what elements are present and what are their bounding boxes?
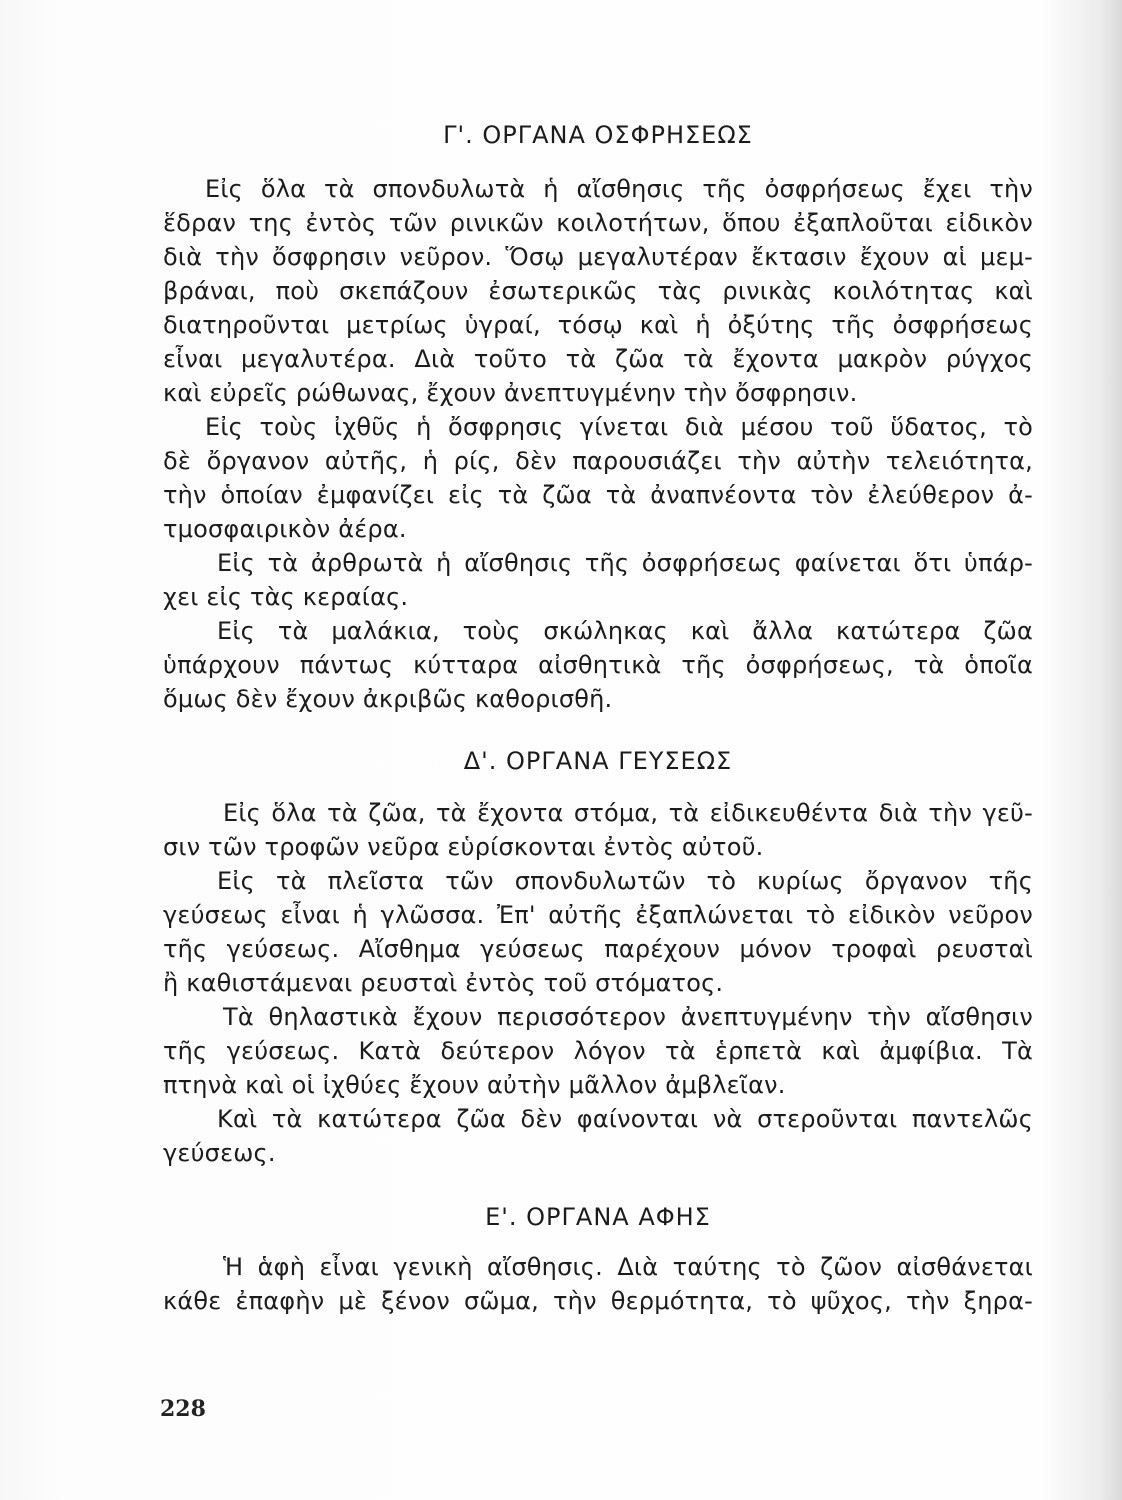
text-line: διατηροῦνται μετρίως ὑγραί, τόσῳ καὶ ἡ ὀξύτης τῆς ὀσφρήσεως <box>163 311 1033 339</box>
text-line: Ἡ ἁφὴ εἶναι γενικὴ αἴσθησις. Διὰ ταύτης τὸ ζῶον αἰσθάνεται <box>223 1253 1033 1281</box>
text-line: κάθε ἐπαφὴν μὲ ξένον σῶμα, τὴν θερμότητα, τὸ ψῦχος, τὴν ξηρα- <box>163 1287 1033 1315</box>
text-line: Εἰς τὰ μαλάκια, τοὺς σκώληκας καὶ ἄλλα κατώτερα ζῶα <box>217 617 1033 645</box>
section-heading-touch: Ε'. ΟΡΓΑΝΑ ΑΦΗΣ <box>485 1203 711 1231</box>
text-line: ἢ καθιστάμεναι ρευσταὶ ἐντὸς τοῦ στόματος. <box>163 969 724 997</box>
text-line: Εἰς τοὺς ἰχθῦς ἡ ὄσφρησις γίνεται διὰ μέσου τοῦ ὕδατος, τὸ <box>205 413 1033 441</box>
section-heading-smell: Γ'. ΟΡΓΑΝΑ ΟΣΦΡΗΣΕΩΣ <box>443 121 753 149</box>
text-line: Εἰς τὰ πλεῖστα τῶν σπονδυλωτῶν τὸ κυρίως ὄργανον τῆς <box>217 867 1033 895</box>
text-line: εἶναι μεγαλυτέρα. Διὰ τοῦτο τὰ ζῶα τὰ ἔχοντα μακρὸν ρύγχος <box>163 345 1033 373</box>
text-line: γεύσεως. <box>163 1139 276 1167</box>
text-line: τῆς γεύσεως. Αἴσθημα γεύσεως παρέχουν μόνον τροφαὶ ρευσταὶ <box>163 935 1033 963</box>
text-line: δὲ ὄργανον αὐτῆς, ἡ ρίς, δὲν παρουσιάζει τὴν αὐτὴν τελειότητα, <box>163 447 1033 475</box>
text-line: βράναι, ποὺ σκεπάζουν ἐσωτερικῶς τὰς ρινικὰς κοιλότητας καὶ <box>163 277 1033 305</box>
section-heading-taste: Δ'. ΟΡΓΑΝΑ ΓΕΥΣΕΩΣ <box>463 747 733 775</box>
text-line: χει εἰς τὰς κεραίας. <box>163 583 409 611</box>
text-line: ὅμως δὲν ἔχουν ἀκριβῶς καθορισθῆ. <box>163 685 613 713</box>
text-line: ὑπάρχουν πάντως κύτταρα αἰσθητικὰ τῆς ὀσφρήσεως, τὰ ὁποῖα <box>163 651 1033 679</box>
text-line: Εἰς ὅλα τὰ ζῶα, τὰ ἔχοντα στόμα, τὰ εἰδικευθέντα διὰ τὴν γεῦ- <box>223 799 1033 827</box>
text-line: Εἰς ὅλα τὰ σπονδυλωτὰ ἡ αἴσθησις τῆς ὀσφρήσεως ἔχει τὴν <box>205 175 1033 203</box>
page-number: 228 <box>160 1396 206 1422</box>
text-line: γεύσεως εἶναι ἡ γλῶσσα. Ἐπ' αὐτῆς ἐξαπλώνεται τὸ εἰδικὸν νεῦρον <box>163 901 1033 929</box>
text-line: ἕδραν της ἐντὸς τῶν ρινικῶν κοιλοτήτων, ὅπου ἐξαπλοῦται εἰδικὸν <box>163 209 1033 237</box>
page-text <box>163 112 1033 1318</box>
text-line: τμοσφαιρικὸν ἀέρα. <box>163 515 407 543</box>
text-line: σιν τῶν τροφῶν νεῦρα εὑρίσκονται ἐντὸς αὐτοῦ. <box>163 833 764 861</box>
text-line: τὴν ὁποίαν ἐμφανίζει εἰς τὰ ζῶα τὰ ἀναπνέοντα τὸν ἐλεύθερον ἀ- <box>163 481 1033 509</box>
text-line: τῆς γεύσεως. Κατὰ δεύτερον λόγον τὰ ἑρπετὰ καὶ ἀμφίβια. Τὰ <box>163 1037 1033 1065</box>
text-line: Εἰς τὰ ἀρθρωτὰ ἡ αἴσθησις τῆς ὀσφρήσεως φαίνεται ὅτι ὑπάρ- <box>217 549 1033 577</box>
text-line: καὶ εὐρεῖς ρώθωνας, ἔχουν ἀνεπτυγμένην τὴν ὄσφρησιν. <box>163 379 858 407</box>
text-line: πτηνὰ καὶ οἱ ἰχθύες ἔχουν αὐτὴν μᾶλλον ἀμβλεῖαν. <box>163 1071 786 1099</box>
text-line: Καὶ τὰ κατώτερα ζῶα δὲν φαίνονται νὰ στεροῦνται παντελῶς <box>217 1105 1033 1133</box>
text-line: διὰ τὴν ὄσφρησιν νεῦρον. Ὅσῳ μεγαλυτέραν ἔκτασιν ἔχουν αἱ μεμ- <box>163 243 1033 271</box>
text-line: Τὰ θηλαστικὰ ἔχουν περισσότερον ἀνεπτυγμένην τὴν αἴσθησιν <box>223 1003 1033 1031</box>
